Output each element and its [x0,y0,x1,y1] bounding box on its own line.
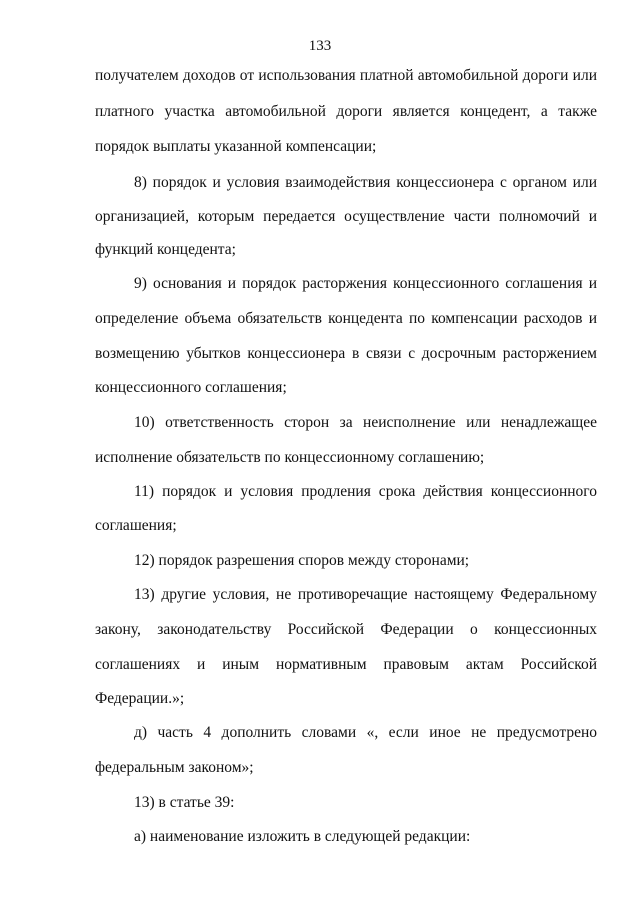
text-line: д) часть 4 дополнить словами «, если иное не предусмотрено [134,724,597,741]
text-line: организацией, которым передается осуществление части полномочий и [95,208,597,225]
text-line: Федерации.»; [95,690,185,707]
text-line: а) наименование изложить в следующей редакции: [134,828,471,845]
text-line: исполнение обязательств по концессионному соглашению; [95,449,485,466]
text-line: порядок выплаты указанной компенсации; [95,138,377,155]
text-line: федеральным законом»; [95,759,254,776]
text-line: 11) порядок и условия продления срока действия концессионного [134,483,597,500]
text-line: концессионного соглашения; [95,379,287,396]
text-line: 9) основания и порядок расторжения концессионного соглашения и [134,275,597,292]
text-line: 13) другие условия, не противоречащие настоящему Федеральному [134,586,597,603]
text-line: возмещению убытков концессионера в связи с досрочным расторжением [95,345,597,362]
text-line: платного участка автомобильной дороги является концедент, а также [95,103,597,120]
text-line: определение объема обязательств концедента по компенсации расходов и [95,310,597,327]
text-line: 10) ответственность сторон за неисполнение или ненадлежащее [134,414,597,431]
text-line: функций концедента; [95,241,236,258]
page-number: 133 [308,38,332,54]
text-line: получателем доходов от использования платной автомобильной дороги или [95,67,597,84]
text-line: соглашения; [95,517,177,534]
text-line: закону, законодательству Российской Федерации о концессионных [95,621,597,638]
text-line: 8) порядок и условия взаимодействия концессионера с органом или [134,174,597,191]
text-line: соглашениях и иным нормативным правовым актам Российской [95,656,597,673]
text-line: 12) порядок разрешения споров между сторонами; [134,552,470,569]
text-line: 13) в статье 39: [134,794,235,811]
